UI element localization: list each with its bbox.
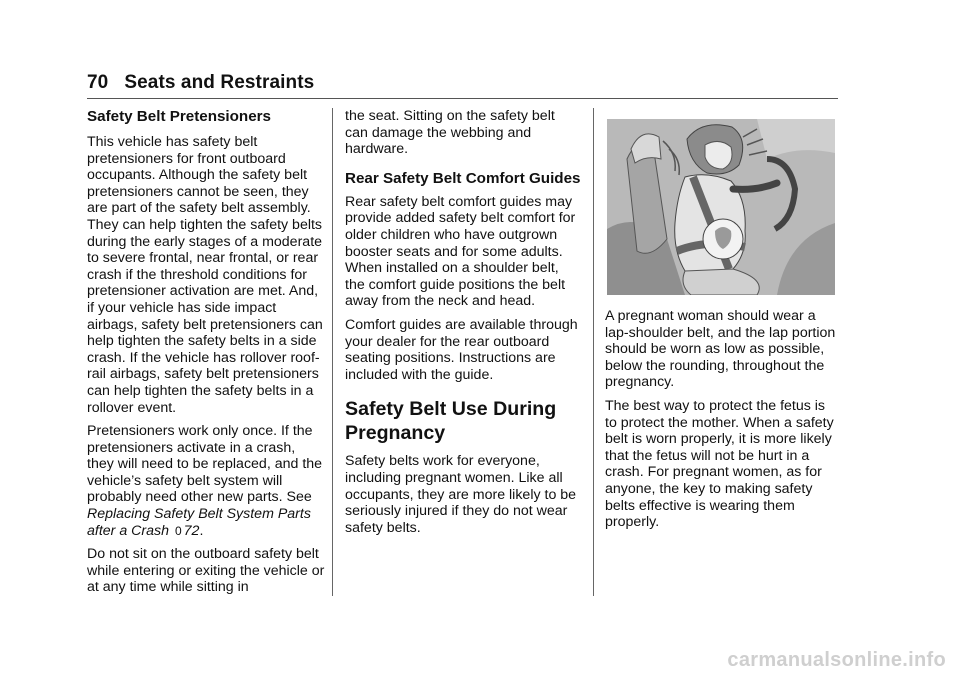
heading-pregnancy: Safety Belt Use During Pregnancy: [345, 398, 557, 445]
heading-comfort-guides: Rear Safety Belt Comfort Guides: [345, 169, 581, 187]
column-divider-1: [332, 108, 333, 596]
page-reference-icon: 0: [174, 523, 182, 538]
section-title: Seats and Restraints: [124, 72, 315, 93]
paragraph-pretensioners-intro: This vehicle has safety belt pretensioners for front outboard occupants. Although the safety belt pretensioners cannot be seen, they are part of the safety belt assembly. They can help tighten the safety belts during the early stages of a moderate to severe frontal, near frontal, or rear crash if the threshold conditions for pretensioner activation are met. And, if your vehicle has side impact airbags, safety belt pretensioners can help tighten the safety belts in a side crash. If the vehicle has rollover roof-rail airbags, safety belt pretensioners can help tighten the safety belts in a rollover event.: [87, 134, 323, 416]
heading-pretensioners: Safety Belt Pretensioners: [87, 108, 272, 125]
paragraph-seat-continued: the seat. Sitting on the safety belt can damage the webbing and hardware.: [345, 108, 555, 158]
watermark: carmanualsonline.info: [727, 649, 946, 671]
paragraph-do-not-sit: Do not sit on the outboard safety belt while entering or exiting the vehicle or at any time while sitting in: [87, 546, 325, 596]
paragraph-comfort-guides: Rear safety belt comfort guides may provide added safety belt comfort for older children who have outgrown booster seats and for some adults. When installed on a shoulder belt, the comfort guide positions the belt away from the neck and head.: [345, 193, 576, 310]
column-3: [605, 108, 839, 538]
column-2: [345, 108, 581, 543]
paragraph-protect-fetus: The best way to protect the fetus is to protect the mother. When a safety belt is worn properly, it is more likely that the fetus will not be hurt in a crash. For pregnant women, as for anyone, the key to making safety belts effective is wearing them properly.: [605, 397, 834, 531]
pregnant-woman-seatbelt-illustration-icon: [607, 119, 835, 295]
paragraph-lap-shoulder: A pregnant woman should wear a lap-shoulder belt, and the lap portion should be worn as low as possible, below the rounding, throughout the pregnancy.: [605, 308, 836, 391]
xref-replacing-parts-link[interactable]: Replacing Safety Belt System Parts after a Crash 0 72: [87, 506, 311, 539]
paragraph-comfort-availability: Comfort guides are available through your dealer for the rear outboard seating positions. Instructions are included with the guide.: [345, 316, 578, 383]
page-header: [87, 72, 314, 94]
paragraph-pregnancy-intro: Safety belts work for everyone, including pregnant women. Like all occupants, they are more likely to be seriously injured if they do not wear safety belts.: [345, 453, 577, 536]
header-rule: [87, 98, 838, 99]
column-divider-2: [593, 108, 594, 596]
paragraph-pretensioners-once: Pretensioners work only once. If the pretensioners activate in a crash, they will need to be replaced, and the vehicle’s safety belt system will probably need other new parts. See Replacing Safety Belt System Parts after a Crash 0 72.: [87, 423, 323, 539]
column-1: [87, 108, 325, 603]
page-number: 70: [87, 72, 109, 93]
